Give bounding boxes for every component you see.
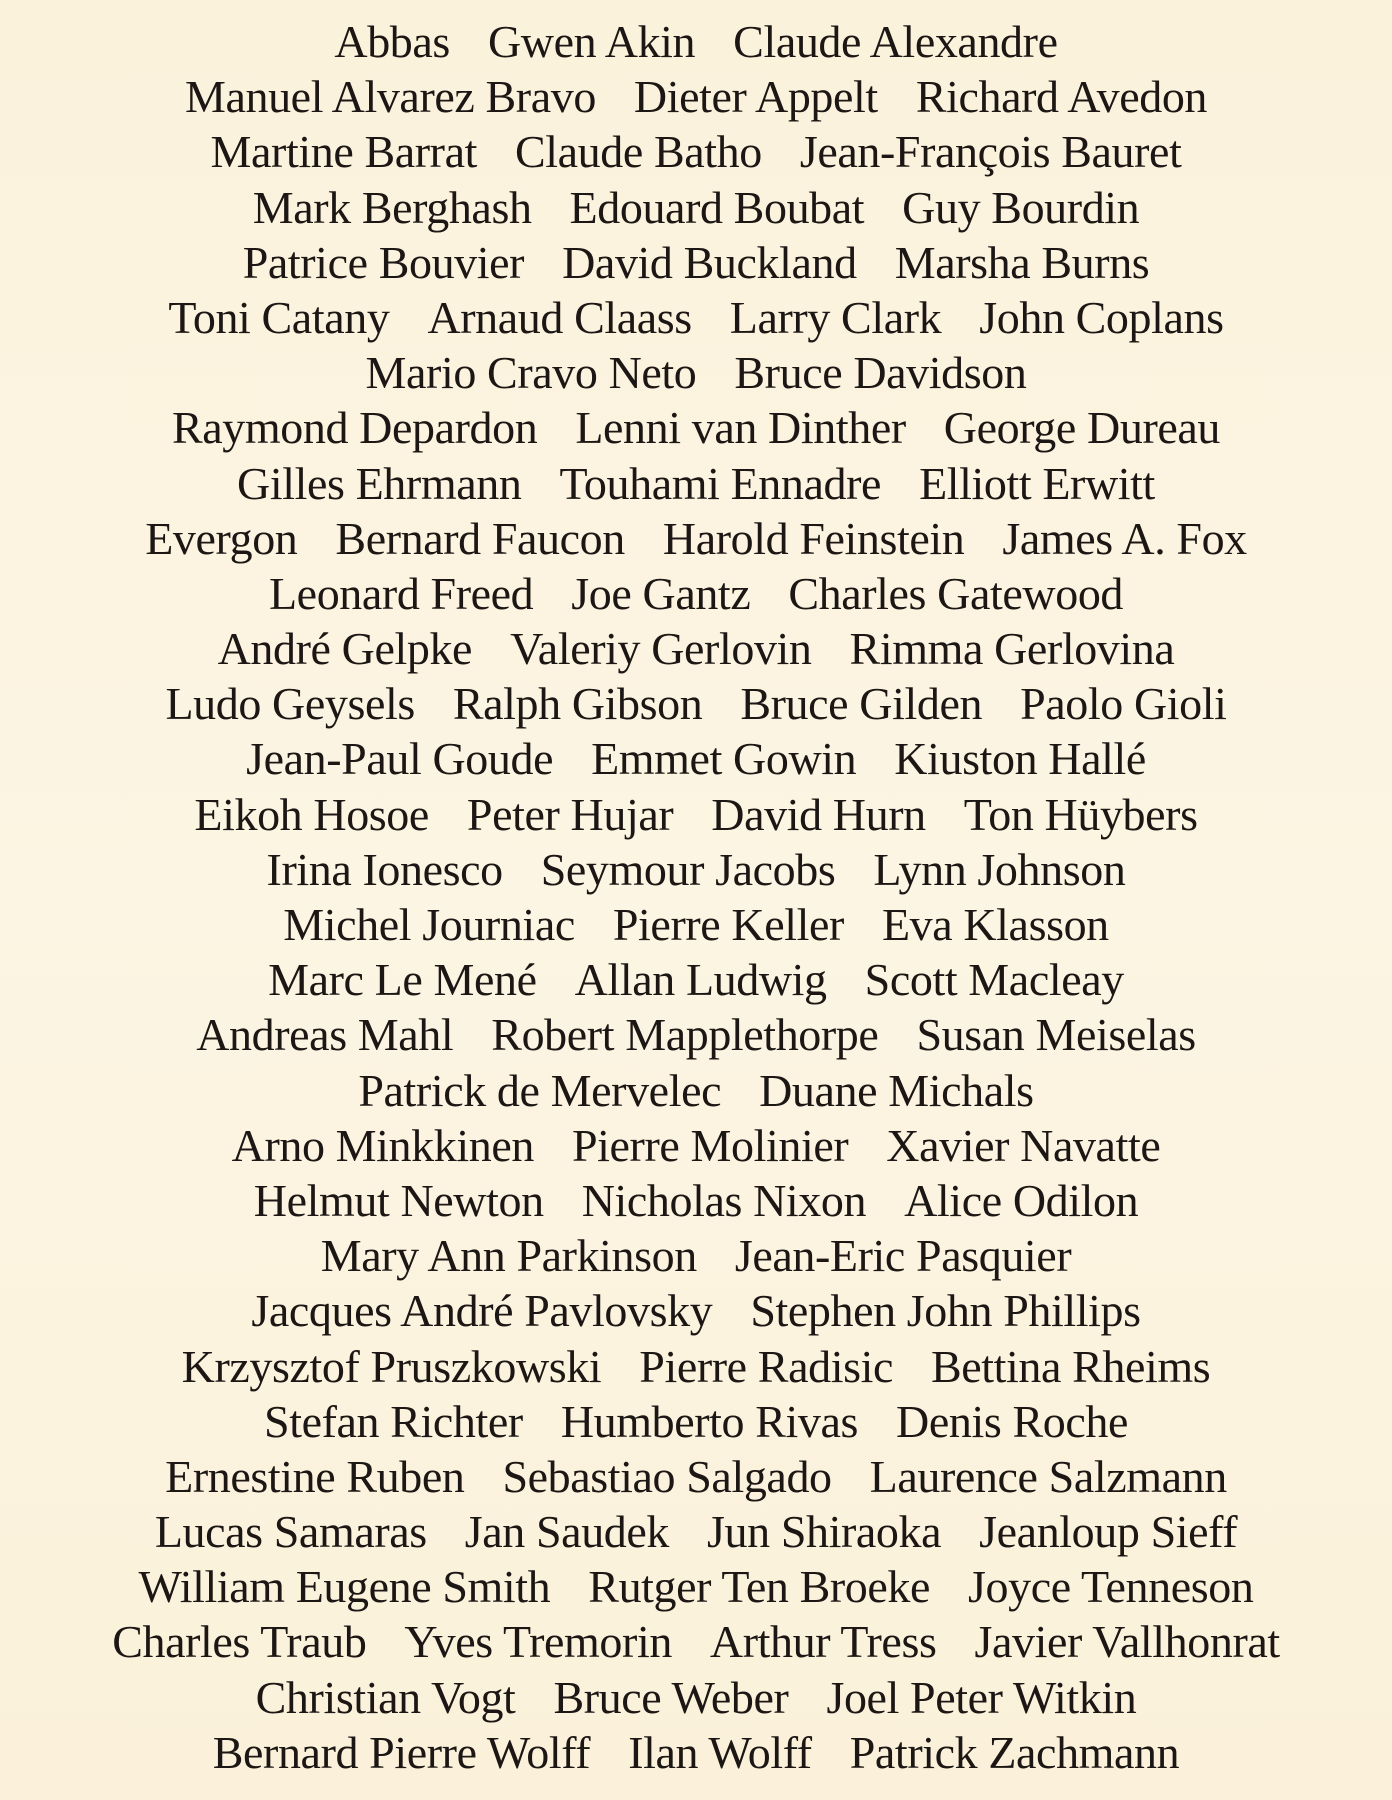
photographer-name: Mark Berghash	[252, 181, 532, 233]
name-line	[30, 456, 1362, 511]
photographer-name: Bernard Faucon	[335, 512, 625, 564]
photographer-name: Helmut Newton	[253, 1174, 544, 1226]
photographer-name: Lynn Johnson	[873, 843, 1126, 895]
photographer-name: Claude Alexandre	[733, 16, 1058, 67]
photographer-name: Guy Bourdin	[902, 181, 1140, 233]
photographer-name: William Eugene Smith	[138, 1561, 551, 1613]
photographer-name: Eva Klasson	[881, 899, 1109, 950]
name-line	[30, 400, 1362, 455]
photographer-name: James A. Fox	[1002, 512, 1247, 564]
photographer-name: John Coplans	[979, 291, 1224, 343]
photographer-name: Toni Catany	[168, 291, 390, 343]
name-line	[30, 897, 1362, 952]
photographer-name: Touhami Ennadre	[559, 457, 882, 509]
photographer-name: Marsha Burns	[894, 236, 1150, 288]
name-line	[30, 1118, 1362, 1173]
name-line	[30, 566, 1362, 621]
photographer-name: Emmet Gowin	[591, 733, 857, 785]
photographer-name: Patrick de Mervelec	[358, 1064, 722, 1116]
name-line	[30, 1339, 1362, 1394]
photographer-name: Rimma Gerlovina	[849, 623, 1175, 675]
name-line	[30, 14, 1362, 69]
name-line	[30, 1725, 1362, 1780]
name-line	[30, 731, 1362, 786]
photographer-name: Allan Ludwig	[574, 954, 827, 1006]
photographer-name: Eikoh Hosoe	[194, 788, 429, 840]
photographer-name: Lenni van Dinther	[575, 402, 906, 454]
photographer-name: Duane Michals	[759, 1064, 1034, 1116]
name-line	[30, 1670, 1362, 1725]
photographer-name: Bettina Rheims	[930, 1340, 1211, 1392]
photographer-name: Nicholas Nixon	[581, 1174, 867, 1226]
photographer-name: Abbas	[334, 16, 450, 67]
name-line	[30, 1063, 1362, 1118]
name-line	[30, 511, 1362, 566]
photographer-name-list	[30, 14, 1362, 1780]
photographer-name: Richard Avedon	[915, 71, 1208, 123]
photographer-name: Andreas Mahl	[196, 1009, 454, 1061]
name-line	[30, 621, 1362, 676]
photographer-name: Ludo Geysels	[165, 678, 415, 730]
photographer-name: Denis Roche	[896, 1395, 1128, 1447]
photographer-name: Seymour Jacobs	[540, 843, 836, 895]
name-line	[30, 1007, 1362, 1062]
photographer-name: Bernard Pierre Wolff	[212, 1726, 591, 1778]
photographer-name: Christian Vogt	[255, 1671, 516, 1723]
photographer-name: Jacques André Pavlovsky	[251, 1285, 713, 1337]
photographer-name: Sebastiao Salgado	[502, 1450, 832, 1502]
name-line	[30, 676, 1362, 731]
photographer-name: Gwen Akin	[487, 16, 696, 67]
photographer-name: Stefan Richter	[264, 1395, 523, 1447]
photographer-name: Laurence Salzmann	[869, 1450, 1227, 1502]
photographer-name: Patrice Bouvier	[242, 236, 525, 288]
photographer-name: Arno Minkkinen	[231, 1119, 534, 1171]
photographer-name: George Dureau	[943, 402, 1220, 454]
photographer-name: David Hurn	[711, 788, 926, 840]
photographer-name: Scott Macleay	[864, 954, 1124, 1006]
photographer-name: Robert Mapplethorpe	[491, 1009, 879, 1061]
name-line	[30, 1504, 1362, 1559]
photographer-name: Joel Peter Witkin	[826, 1671, 1137, 1723]
photographer-name: Leonard Freed	[268, 567, 534, 619]
photographer-name: Harold Feinstein	[662, 512, 965, 564]
name-line	[30, 1228, 1362, 1283]
photographer-name: Stephen John Phillips	[750, 1285, 1141, 1337]
photographer-name: Gilles Ehrmann	[237, 457, 522, 509]
photographer-name: Bruce Davidson	[734, 347, 1027, 399]
photographer-name: Joe Gantz	[571, 567, 751, 619]
photographer-name: Pierre Radisic	[639, 1340, 893, 1392]
name-line	[30, 235, 1362, 290]
photographer-name: Paolo Gioli	[1020, 678, 1227, 730]
photographer-name: Elliott Erwitt	[919, 457, 1155, 509]
name-line	[30, 290, 1362, 345]
name-line	[30, 1394, 1362, 1449]
photographer-name: Susan Meiselas	[916, 1009, 1196, 1061]
name-line	[30, 345, 1362, 400]
name-line	[30, 1283, 1362, 1338]
photographer-name: Raymond Depardon	[171, 402, 538, 454]
photographer-name: Kiuston Hallé	[894, 733, 1146, 785]
photographer-name: Ilan Wolff	[628, 1726, 812, 1778]
photographer-name: Alice Odilon	[904, 1174, 1139, 1226]
photographer-name: Charles Gatewood	[788, 567, 1124, 619]
photographer-name: Jun Shiraoka	[707, 1506, 942, 1558]
photographer-name: Jean-Eric Pasquier	[734, 1230, 1072, 1282]
name-line	[30, 124, 1362, 179]
photographer-name: Arthur Tress	[709, 1616, 937, 1668]
photographer-name: Jean-Paul Goude	[246, 733, 554, 785]
photographer-name: Manuel Alvarez Bravo	[184, 71, 596, 123]
photographer-name: Patrick Zachmann	[849, 1726, 1180, 1778]
photographer-name: Jan Saudek	[464, 1506, 670, 1558]
photographer-name: Larry Clark	[729, 291, 942, 343]
photographer-name: Lucas Samaras	[154, 1506, 427, 1558]
photographer-name: Mario Cravo Neto	[365, 347, 697, 399]
photographer-name: Xavier Navatte	[886, 1119, 1161, 1171]
photographer-name: André Gelpke	[217, 623, 473, 675]
name-line	[30, 180, 1362, 235]
photographer-name: Bruce Gilden	[740, 678, 983, 730]
photographer-name: Arnaud Claass	[427, 291, 692, 343]
photographer-name: Yves Tremorin	[404, 1616, 672, 1668]
name-line	[30, 1614, 1362, 1669]
name-line	[30, 952, 1362, 1007]
photographer-name: Edouard Boubat	[569, 181, 865, 233]
photographer-name: Ralph Gibson	[452, 678, 703, 730]
photographer-name: Rutger Ten Broeke	[588, 1561, 931, 1613]
photographer-name: Bruce Weber	[553, 1671, 789, 1723]
name-line	[30, 842, 1362, 897]
photographer-name: Peter Hujar	[466, 788, 674, 840]
photographer-name: Ernestine Ruben	[165, 1450, 465, 1502]
photographer-name: Mary Ann Parkinson	[320, 1230, 697, 1282]
photographer-name: Michel Journiac	[283, 899, 575, 950]
photographer-name: Dieter Appelt	[633, 71, 878, 123]
photographer-name: David Buckland	[562, 236, 857, 288]
photographer-name: Claude Batho	[514, 126, 762, 178]
name-line	[30, 1173, 1362, 1228]
photographer-name: Jeanloup Sieff	[979, 1506, 1238, 1558]
photographer-name: Marc Le Mené	[268, 954, 537, 1006]
photographer-name: Ton Hüybers	[963, 788, 1198, 840]
photographer-name: Charles Traub	[112, 1616, 367, 1668]
photographer-name: Irina Ionesco	[266, 843, 503, 895]
photographer-name: Javier Vallhonrat	[974, 1616, 1280, 1668]
photographer-name: Pierre Molinier	[571, 1119, 849, 1171]
photographer-name: Martine Barrat	[210, 126, 477, 178]
name-line	[30, 787, 1362, 842]
photographer-name: Jean-François Bauret	[799, 126, 1182, 178]
photographer-name: Pierre Keller	[612, 899, 844, 950]
name-line	[30, 1559, 1362, 1614]
name-line	[30, 1449, 1362, 1504]
name-line	[30, 69, 1362, 124]
photographer-name: Krzysztof Pruszkowski	[181, 1340, 602, 1392]
photographer-name: Evergon	[145, 512, 298, 564]
photographer-name: Valeriy Gerlovin	[510, 623, 812, 675]
photographer-name: Humberto Rivas	[560, 1395, 859, 1447]
photographer-name: Joyce Tenneson	[968, 1561, 1254, 1613]
